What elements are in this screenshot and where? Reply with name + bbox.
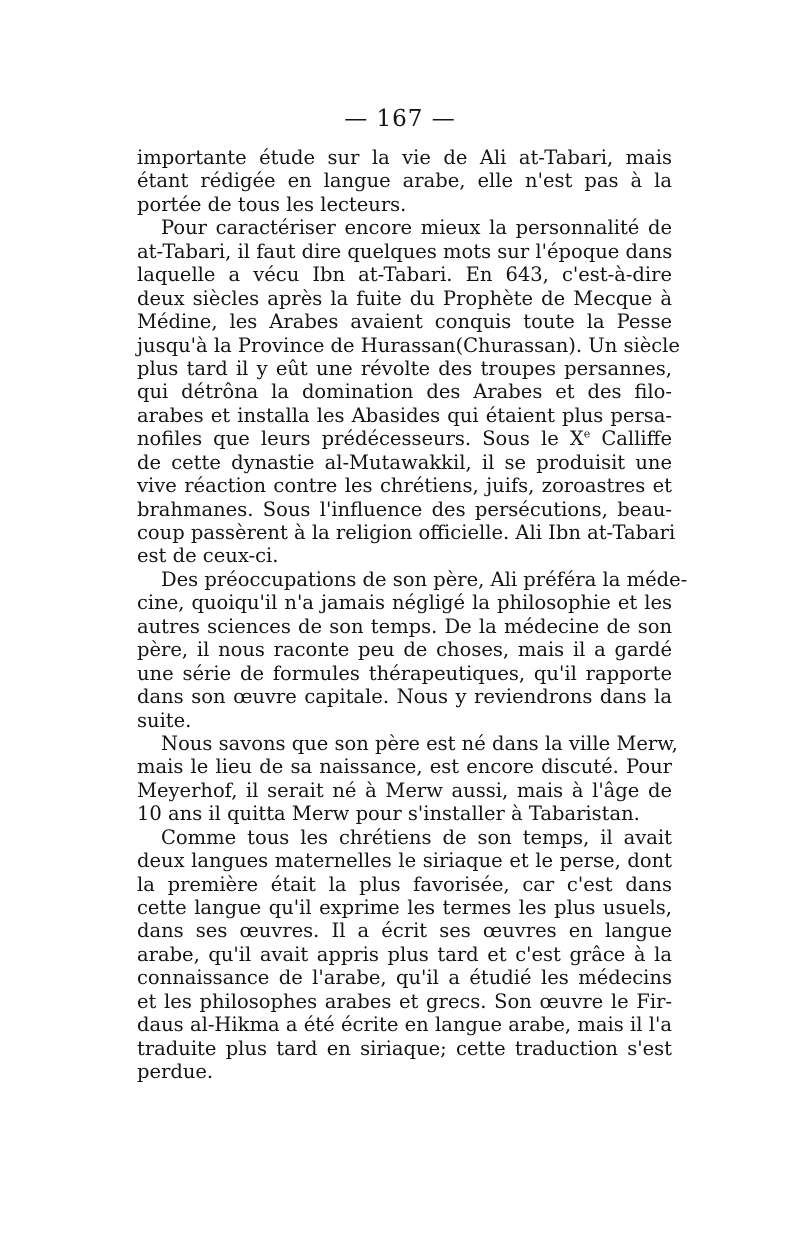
text-line: [137, 263, 672, 286]
text-line-content: daus al-Hikma a été écrite en langue arabe, mais il l'a: [137, 1013, 672, 1037]
text-line: [137, 662, 672, 685]
text-line: [137, 615, 672, 638]
text-line-content: deux langues maternelles le siriaque et le perse, dont: [137, 849, 672, 873]
text-line-content: coup passèrent à la religion officielle. Ali Ibn at-Tabari: [137, 521, 676, 544]
text-line-content: autres sciences de son temps. De la médecine de son: [137, 614, 672, 638]
text-line-content: Comme tous les chrétiens de son temps, il avait: [161, 825, 672, 849]
text-line: [137, 380, 672, 403]
text-line: [137, 966, 672, 989]
text-line: [137, 685, 672, 708]
text-line-content: mais le lieu de sa naissance, est encore discuté. Pour: [137, 755, 672, 779]
text-line-content: la première était la plus favorisée, car c'est dans: [137, 872, 672, 896]
text-line-content: traduite plus tard en siriaque; cette traduction s'est: [137, 1036, 672, 1060]
text-line-content: suite.: [137, 708, 192, 732]
text-line: [137, 544, 672, 567]
text-line: [137, 357, 672, 380]
text-line: [137, 333, 680, 357]
text-line-content: et les philosophes arabes et grecs. Son œuvre le Fir-: [137, 989, 672, 1013]
page-number: — 167 —: [344, 106, 456, 132]
text-line-content: arabe, qu'il avait appris plus tard et c'est grâce à la: [137, 942, 672, 966]
text-line-content: Médine, les Arabes avaient conquis toute la Pesse: [137, 310, 672, 334]
text-line: [137, 498, 672, 521]
text-line: [137, 310, 672, 333]
text-line-content: importante étude sur la vie de Ali at-Tabari, mais: [137, 146, 672, 169]
text-line-content: père, il nous raconte peu de choses, mais il a gardé: [137, 638, 672, 662]
text-line: [137, 287, 672, 310]
text-line-tail: Calliffe: [590, 427, 672, 451]
text-line-content: dans ses œuvres. Il a écrit ses œuvres en langue: [137, 919, 672, 943]
body-text: [137, 146, 688, 1084]
text-line-content: vive réaction contre les chrétiens, juifs, zoroastres et: [137, 474, 672, 498]
text-line: [137, 567, 688, 591]
text-line-content: étant rédigée en langue arabe, elle n'est pas à la: [137, 169, 672, 193]
text-line: [137, 521, 676, 544]
text-line: [137, 849, 672, 872]
text-line: [137, 1013, 672, 1036]
text-line-content: est de ceux-ci.: [137, 544, 279, 568]
text-line-content: qui détrôna la domination des Arabes et des filo-: [137, 380, 672, 404]
text-line: [137, 826, 672, 849]
text-line-content: nofiles que leurs prédécesseurs. Sous le X: [137, 427, 584, 451]
text-line: [137, 709, 672, 732]
text-line: [137, 755, 672, 778]
text-line: [137, 731, 678, 755]
text-line-content: portée de tous les lecteurs.: [137, 192, 407, 216]
text-line-content: cine, quoiqu'il n'a jamais négligé la philosophie et les: [137, 591, 672, 615]
text-line-content: de cette dynastie al-Mutawakkil, il se produisit une: [137, 450, 672, 474]
text-line-content: connaissance de l'arabe, qu'il a étudié les médecins: [137, 966, 672, 990]
text-line: [137, 216, 672, 239]
text-line: [137, 451, 672, 474]
text-line-content: plus tard il y eût une révolte des troupes persannes,: [137, 356, 672, 380]
text-line: [137, 802, 672, 825]
text-line: [137, 943, 672, 966]
text-line: [137, 990, 672, 1013]
text-line: [137, 240, 672, 263]
text-line: [137, 919, 672, 942]
text-line: [137, 591, 672, 614]
text-line: [137, 169, 672, 192]
text-line-content: Nous savons que son père est né dans la ville Merw,: [161, 731, 678, 755]
text-line: [137, 638, 672, 661]
text-line-content: 10 ans il quitta Merw pour s'installer à Tabaristan.: [137, 802, 640, 826]
text-line-content: jusqu'à la Province de Hurassan(Churassan). Un siècle: [137, 333, 680, 357]
text-line-content: deux siècles après la fuite du Prophète de Mecque à: [137, 286, 672, 310]
text-line: [137, 427, 672, 450]
text-line-content: laquelle a vécu Ibn at-Tabari. En 643, c'est-à-dire: [137, 263, 672, 287]
text-line: [137, 193, 672, 216]
text-line: [137, 1037, 672, 1060]
text-line-content: arabes et installa les Abasides qui étaient plus persa-: [137, 403, 672, 427]
text-line-content: perdue.: [137, 1060, 214, 1084]
text-line-content: brahmanes. Sous l'influence des persécutions, beau-: [137, 497, 672, 521]
superscript: e: [583, 427, 591, 441]
text-line: [137, 779, 672, 802]
text-line: [137, 404, 672, 427]
text-line-content: Pour caractériser encore mieux la personnalité de: [161, 216, 672, 240]
text-line-content: cette langue qu'il exprime les termes les plus usuels,: [137, 896, 672, 919]
text-line: [137, 146, 672, 169]
text-line-content: dans son œuvre capitale. Nous y reviendrons dans la: [137, 685, 672, 709]
text-line-content: at-Tabari, il faut dire quelques mots sur l'époque dans: [137, 239, 673, 263]
text-line: [137, 873, 672, 896]
text-line-content: Meyerhof, il serait né à Merw aussi, mais à l'âge de: [137, 778, 672, 802]
text-line: [137, 896, 672, 919]
text-line: [137, 474, 672, 497]
text-line-content: une série de formules thérapeutiques, qu'il rapporte: [137, 661, 672, 685]
text-line-content: Des préoccupations de son père, Ali préféra la méde-: [161, 567, 688, 591]
text-line: [137, 1060, 672, 1083]
